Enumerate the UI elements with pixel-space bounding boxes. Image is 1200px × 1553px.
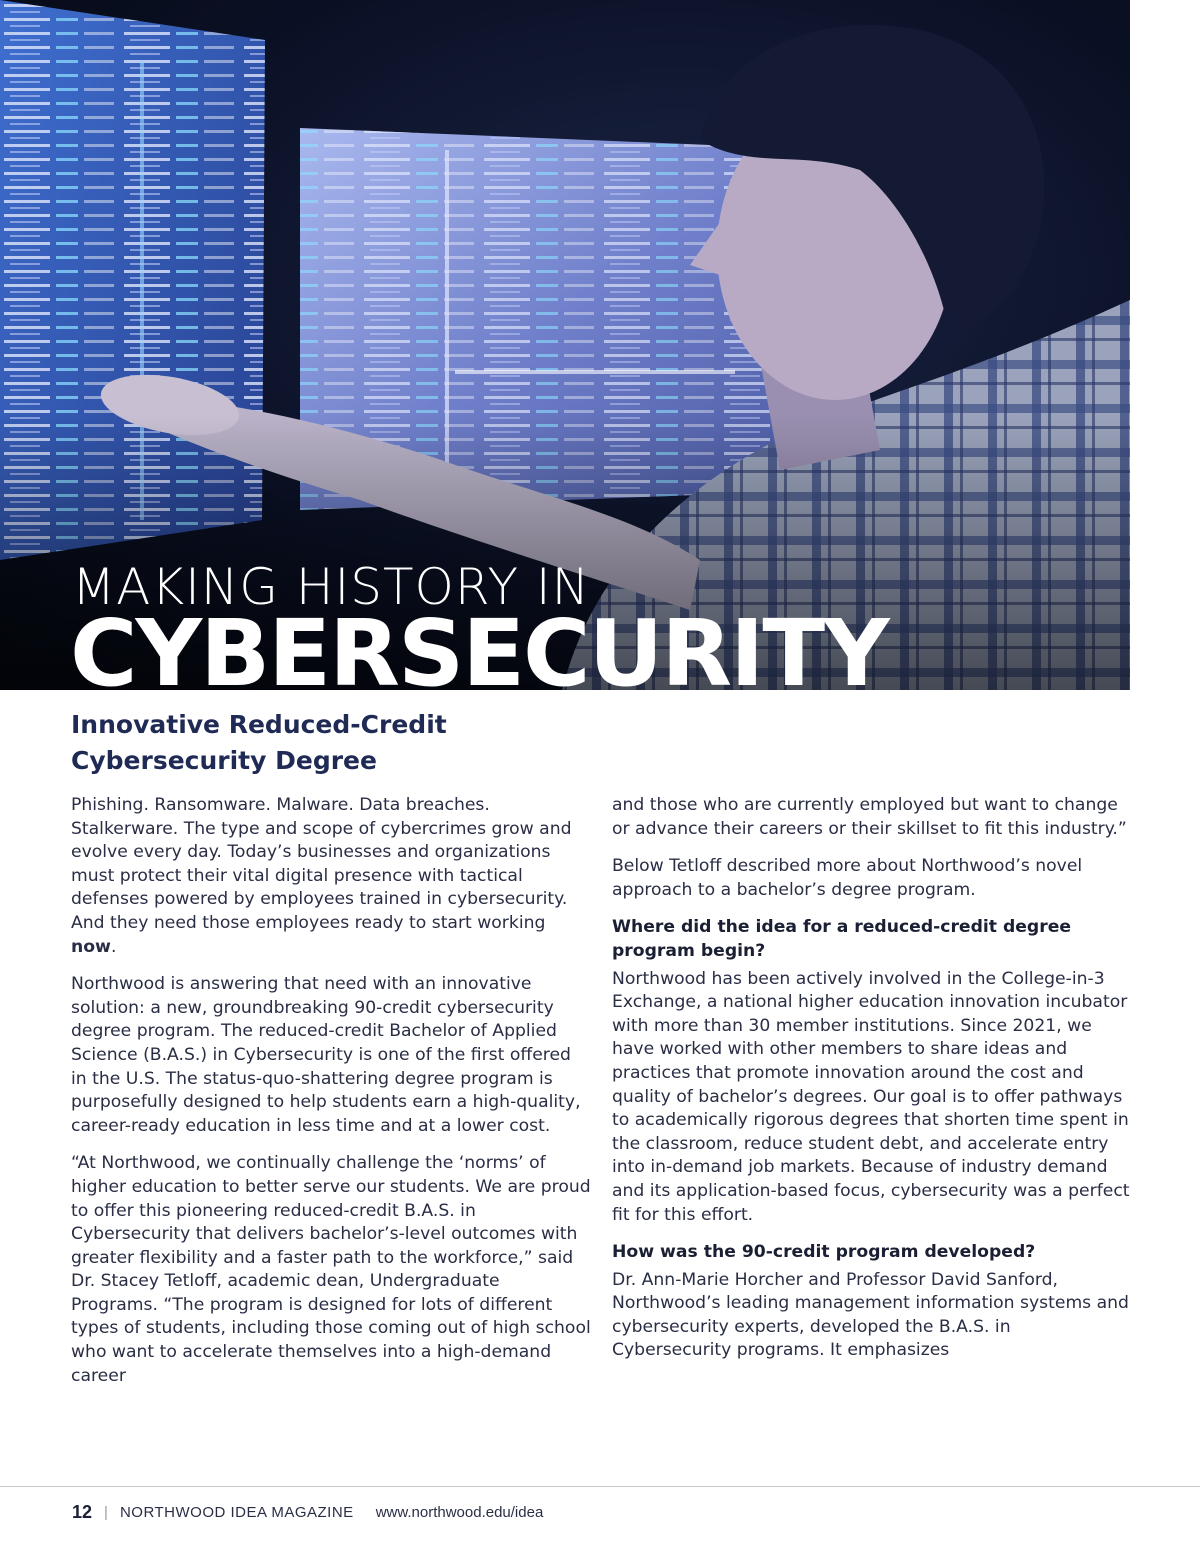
- footer-separator: |: [104, 1503, 108, 1521]
- right-column: [612, 794, 1132, 1377]
- paragraph: “At Northwood, we continually challenge the ‘norms’ of higher education to better serve our students. We are proud to offer this pioneering reduced-credit B.A.S. in Cybersecurity that delivers bachelor’s-level outcomes with greater flexibility and a faster path to the workforce,” said Dr. Stacey Tetloff, academic dean, Undergraduate Programs. “The program is designed for lots of different types of students, including those coming out of high school who want to accelerate themselves into a high-demand career: [71, 1153, 591, 1386]
- hero-title: CYBERSECURITY: [70, 600, 888, 690]
- emphasis-text: now: [71, 936, 111, 957]
- article-subtitle: Innovative Reduced-Credit Cybersecurity Degree: [71, 710, 447, 775]
- question-heading: How was the 90-credit program developed?: [612, 1242, 1036, 1263]
- paragraph: Northwood is answering that need with an innovative solution: a new, groundbreaking 90-credit cybersecurity degree program. The reduced-credit Bachelor of Applied Science (B.A.S.) in Cybersecurity is one of the first offered in the U.S. The status-quo-shattering degree program is purposefully designed to help students earn a high-quality, career-ready education in less time and at a lower cost.: [71, 974, 581, 1136]
- paragraph: [71, 794, 591, 959]
- magazine-url[interactable]: www.northwood.edu/idea: [375, 1503, 544, 1521]
- magazine-name: NORTHWOOD IDEA MAGAZINE: [119, 1503, 354, 1521]
- hero-photo: [0, 0, 1130, 690]
- paragraph: Dr. Ann-Marie Horcher and Professor David Sanford, Northwood’s leading management information systems and cybersecurity experts, developed the B.A.S. in Cybersecurity programs. It emphasizes: [612, 1269, 1129, 1361]
- question-heading: Where did the idea for a reduced-credit degree program begin?: [612, 917, 1072, 961]
- paragraph: and those who are currently employed but want to change or advance their careers or their skillset to fit this industry.”: [612, 795, 1127, 839]
- left-column: [71, 794, 591, 1402]
- page-number: 12: [72, 1501, 93, 1522]
- paragraph: Below Tetloff described more about Northwood’s novel approach to a bachelor’s degree program.: [612, 856, 1083, 900]
- paragraph-text: .: [110, 936, 117, 957]
- footer-divider: [0, 1486, 1200, 1487]
- page-footer: [72, 1500, 543, 1524]
- paragraph: Northwood has been actively involved in the College-in-3 Exchange, a national higher education innovation incubator with more than 30 member institutions. Since 2021, we have worked with other members to share ideas and practices that promote innovation around the cost and quality of bachelor’s degrees. Our goal is to offer pathways to academically rigorous degrees that shorten time spent in the classroom, reduce student debt, and accelerate entry into in-demand job markets. Because of industry demand and its application-based focus, cybersecurity was a perfect fit for this effort.: [612, 968, 1130, 1225]
- paragraph-text: Phishing. Ransomware. Malware. Data breaches. Stalkerware. The type and scope of cybercrimes grow and evolve every day. Today’s businesses and organizations must protect their vital digital presence with tactical defenses powered by employees trained in cybersecurity. And they need those employees ready to start working: [71, 795, 572, 933]
- hero-kicker: MAKING HISTORY IN: [72, 558, 591, 616]
